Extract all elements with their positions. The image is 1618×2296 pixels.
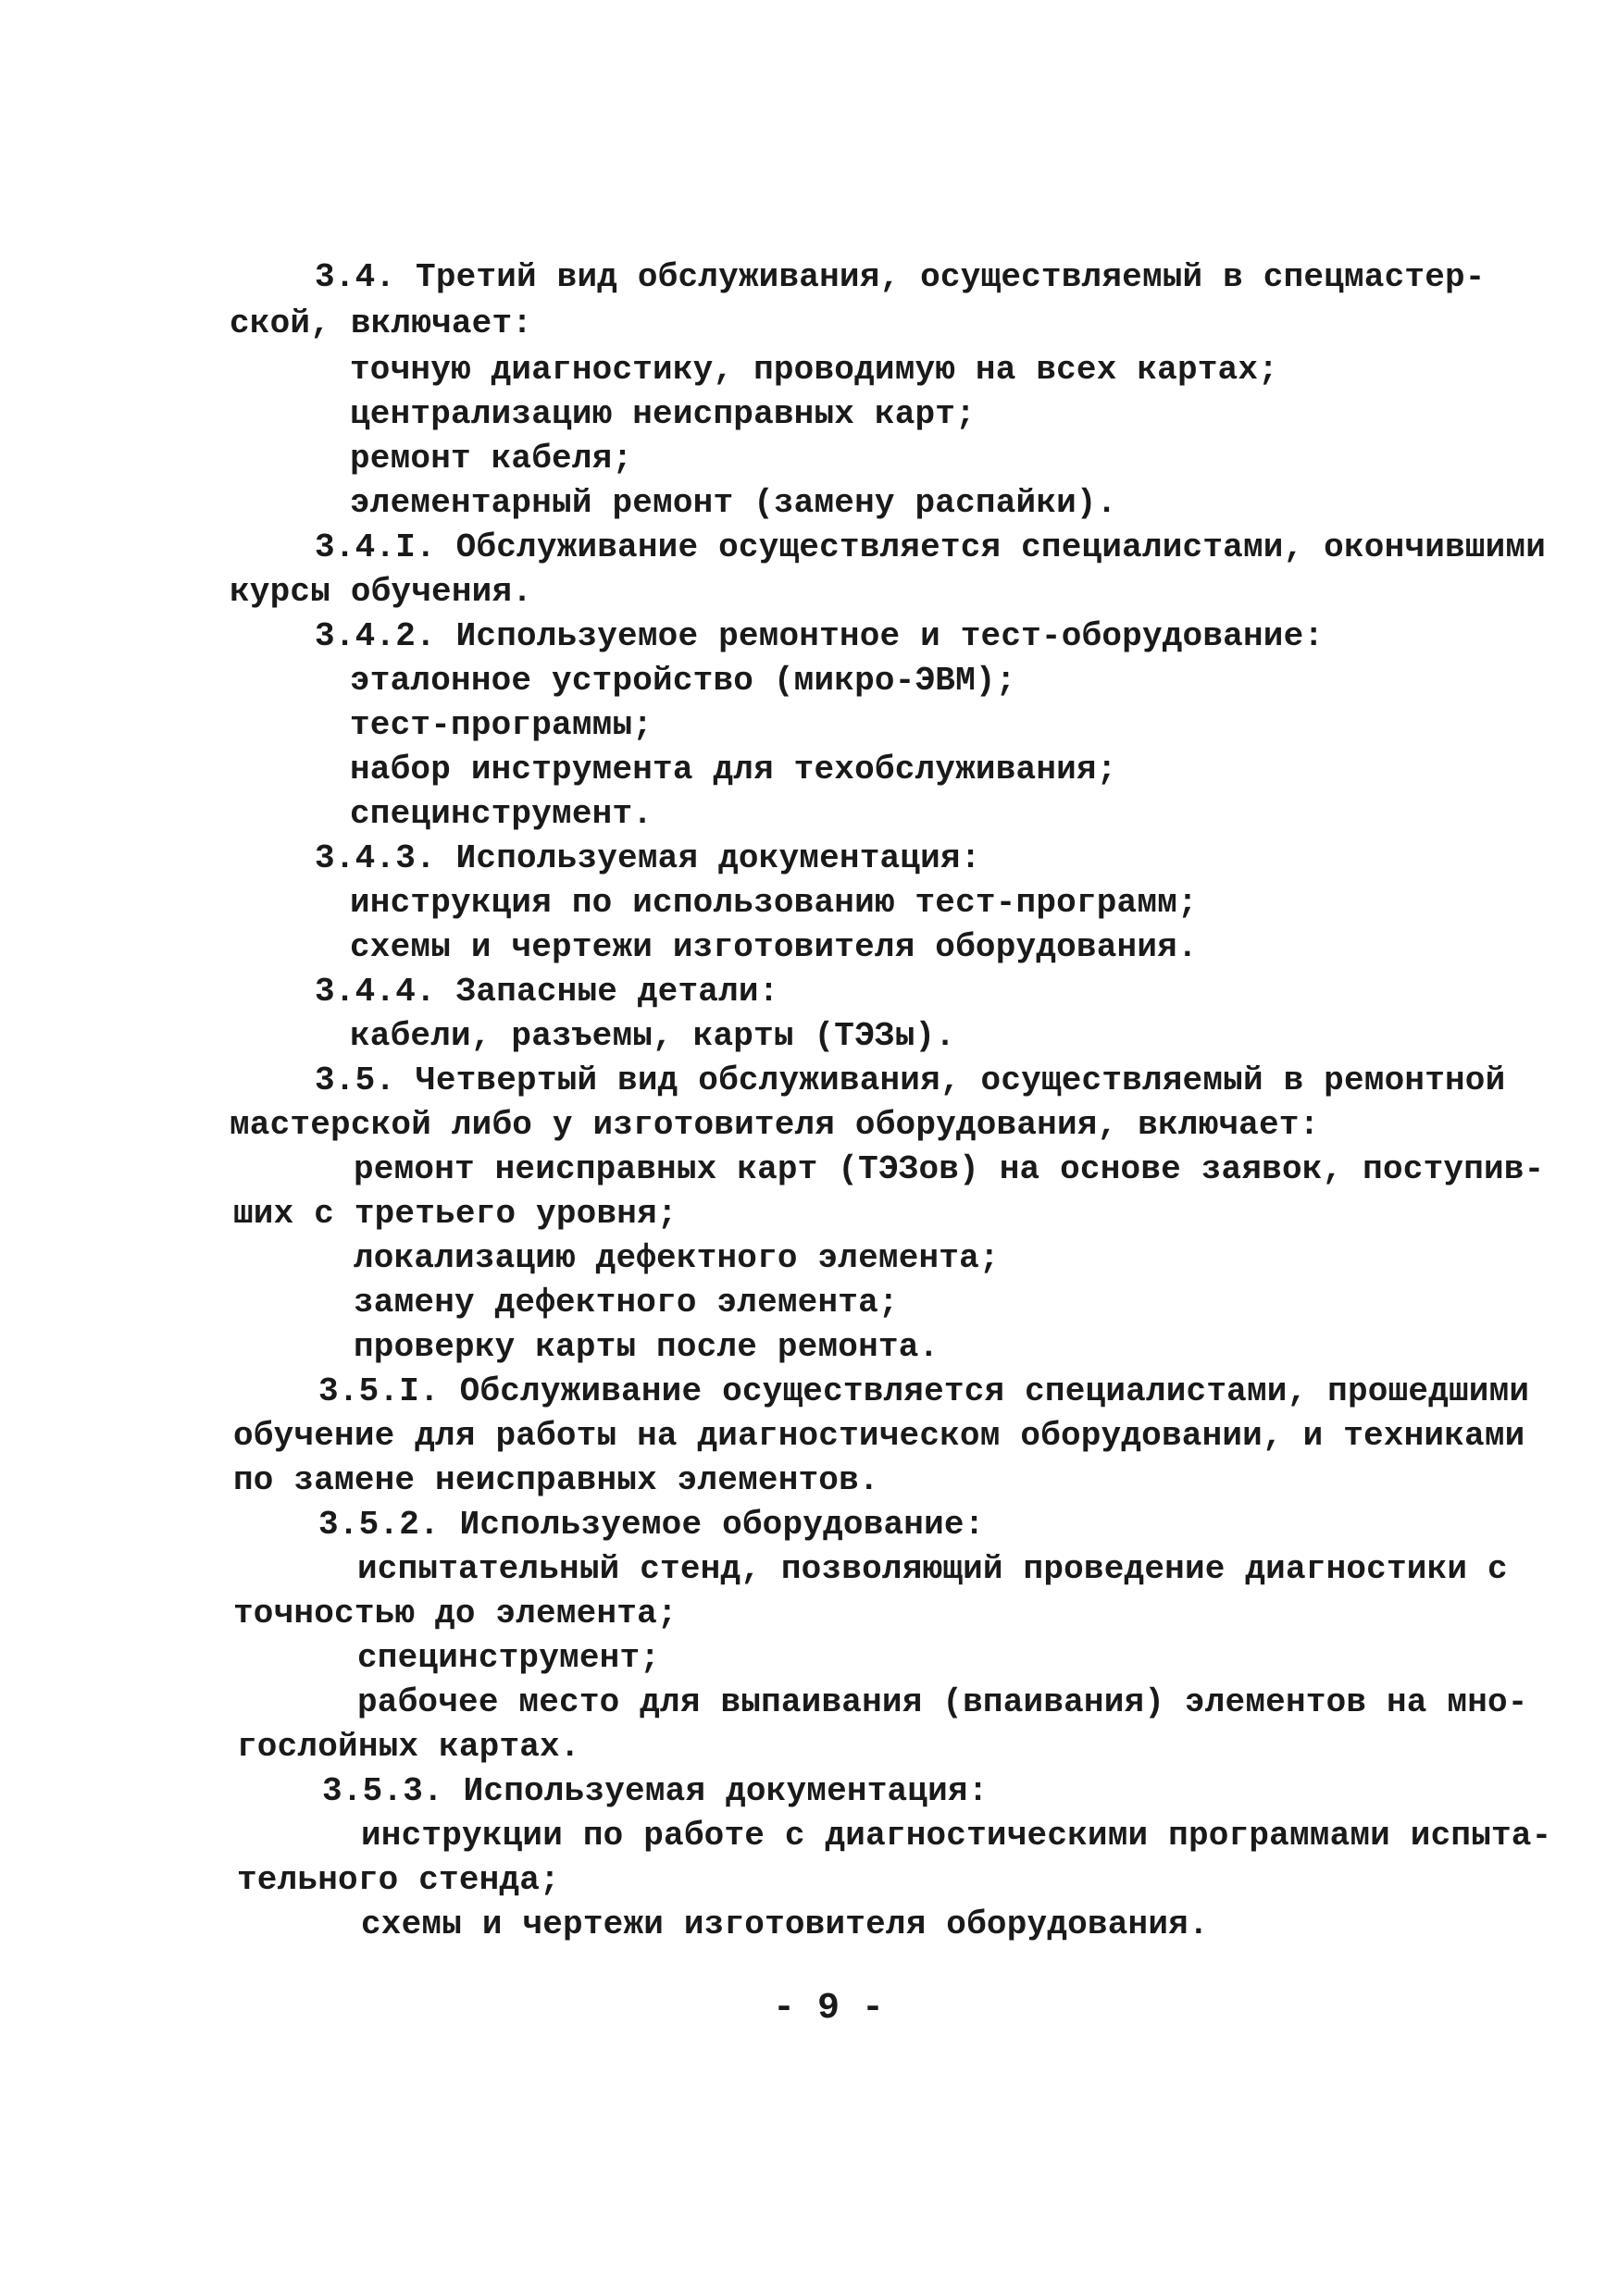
text-line: схемы и чертежи изготовителя оборудования. <box>361 1905 1209 1943</box>
text-line: ших с третьего уровня; <box>233 1195 678 1233</box>
text-line: точностью до элемента; <box>233 1595 678 1632</box>
text-line: точную диагностику, проводимую на всех картах; <box>350 351 1278 389</box>
text-line: ремонт неисправных карт (ТЭЗов) на основе заявок, поступив- <box>354 1150 1545 1188</box>
text-line: проверку карты после ремонта. <box>354 1328 940 1366</box>
text-line: инструкция по использованию тест-программ; <box>350 884 1198 922</box>
text-line: обучение для работы на диагностическом оборудовании, и техниками <box>233 1417 1525 1455</box>
text-line: схемы и чертежи изготовителя оборудования. <box>350 928 1198 966</box>
text-line: рабочее место для выпаивания (впаивания) элементов на мно- <box>357 1683 1528 1721</box>
text-line: замену дефектного элемента; <box>354 1284 899 1322</box>
text-line: кабели, разъемы, карты (ТЭЗы). <box>350 1017 956 1055</box>
text-line: 3.5.3. Используемая документация: <box>322 1772 989 1810</box>
text-line: ской, включает: <box>230 304 533 342</box>
text-line: гослойных картах. <box>237 1728 580 1766</box>
text-line: мастерской либо у изготовителя оборудования, включает: <box>230 1106 1320 1144</box>
text-line: тест-программы; <box>350 706 653 744</box>
text-line: 3.4.2. Используемое ремонтное и тест-оборудование: <box>315 617 1325 655</box>
text-line: 3.4. Третий вид обслуживания, осуществляемый в спецмастер- <box>315 258 1486 296</box>
text-line: по замене неисправных элементов. <box>233 1461 879 1499</box>
text-line: ремонт кабеля; <box>350 440 633 478</box>
text-line: тельного стенда; <box>237 1861 560 1899</box>
text-line: элементарный ремонт (замену распайки). <box>350 484 1117 522</box>
text-line: централизацию неисправных карт; <box>350 395 976 433</box>
text-line: 3.4.4. Запасные детали: <box>315 973 779 1011</box>
text-line: набор инструмента для техобслуживания; <box>350 751 1117 788</box>
text-line: 3.5.I. Обслуживание осуществляется специалистами, прошедшими <box>318 1372 1530 1410</box>
text-line: инструкции по работе с диагностическими программами испыта- <box>361 1817 1552 1855</box>
text-line: эталонное устройство (микро-ЭВМ); <box>350 662 1016 700</box>
text-line: 3.5.2. Используемое оборудование: <box>318 1506 985 1544</box>
text-line: локализацию дефектного элемента; <box>354 1239 1000 1277</box>
text-line: специнструмент. <box>350 795 653 833</box>
page-number: - 9 - <box>773 1988 885 2029</box>
text-line: курсы обучения. <box>230 573 533 611</box>
text-line: 3.4.3. Используемая документация: <box>315 839 981 877</box>
text-line: 3.5. Четвертый вид обслуживания, осуществляемый в ремонтной <box>315 1061 1506 1099</box>
text-line: испытательный стенд, позволяющий проведение диагностики с <box>357 1550 1508 1588</box>
text-line: 3.4.I. Обслуживание осуществляется специалистами, окончившими <box>315 528 1547 566</box>
text-line: специнструмент; <box>357 1639 661 1677</box>
